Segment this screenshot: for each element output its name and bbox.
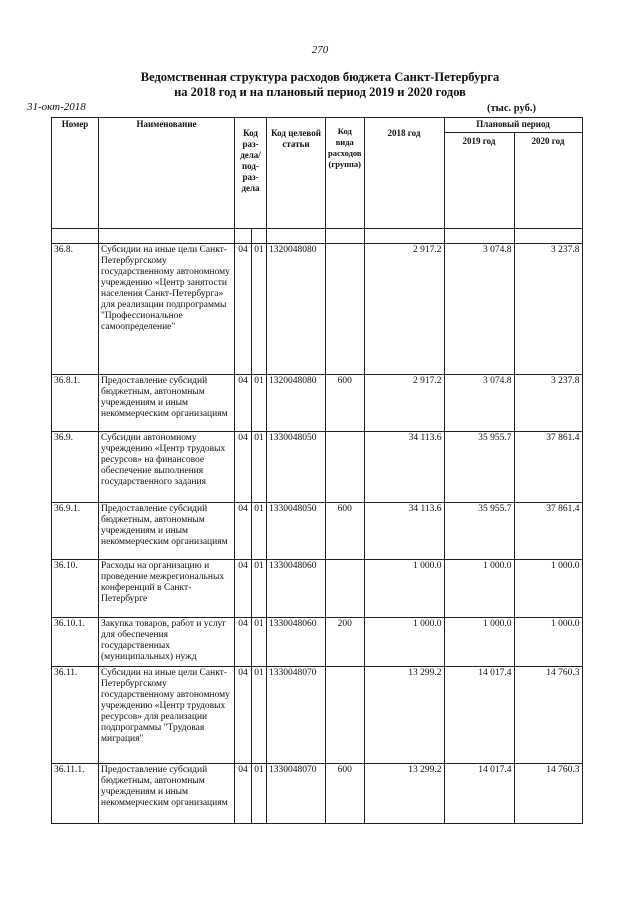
row-value-2020: 37 861.4 (514, 503, 582, 560)
budget-table (51, 117, 583, 824)
row-number: 36.10.1. (52, 618, 99, 667)
row-value-2019: 35 955.7 (444, 503, 514, 560)
row-subsection: 01 (252, 560, 267, 618)
header-section-code: Код раз-дела/ под-раз-дела (235, 118, 267, 229)
table-row (52, 244, 583, 375)
row-subsection: 01 (252, 375, 267, 432)
row-name: Субсидии на иные цели Санкт-Петербургскому государственному автономному учреждению «Центр занятости населения Санкт-Петербурга» для реализации подпрограммы "Профессиональное самоопределение" (99, 244, 235, 375)
row-number: 36.11.1. (52, 764, 99, 824)
row-target-code: 1330048060 (267, 618, 326, 667)
row-target-code: 1320048080 (267, 244, 326, 375)
header-2019: 2019 год (444, 133, 514, 229)
row-value-2019: 1 000.0 (444, 618, 514, 667)
row-subsection: 01 (252, 432, 267, 503)
row-expense-type (326, 667, 365, 764)
row-value-2020: 1 000.0 (514, 618, 582, 667)
row-value-2018: 13 299.2 (364, 667, 444, 764)
row-section: 04 (235, 244, 252, 375)
row-section: 04 (235, 667, 252, 764)
table-row (52, 618, 583, 667)
header-name: Наименование (99, 118, 235, 229)
header-expense-type: Код вида расходов (группа) (326, 118, 365, 229)
row-value-2018: 13 299.2 (364, 764, 444, 824)
row-name: Закупка товаров, работ и услуг для обеспечения государственных (муниципальных) нужд (99, 618, 235, 667)
row-number: 36.8.1. (52, 375, 99, 432)
row-value-2018: 2 917.2 (364, 244, 444, 375)
row-number: 36.9.1. (52, 503, 99, 560)
row-section: 04 (235, 432, 252, 503)
row-value-2018: 1 000.0 (364, 560, 444, 618)
row-expense-type (326, 432, 365, 503)
table-row (52, 375, 583, 432)
row-expense-type (326, 560, 365, 618)
row-value-2019: 14 017.4 (444, 667, 514, 764)
row-section: 04 (235, 503, 252, 560)
row-expense-type: 600 (326, 503, 365, 560)
row-value-2018: 2 917.2 (364, 375, 444, 432)
row-value-2019: 3 074.8 (444, 244, 514, 375)
title-line-2: на 2018 год и на плановый период 2019 и 2020 годов (174, 85, 466, 99)
row-name: Предоставление субсидий бюджетным, автономным учреждениям и иным некоммерческим организациям (99, 503, 235, 560)
row-target-code: 1330048050 (267, 432, 326, 503)
table-row (52, 560, 583, 618)
row-name: Предоставление субсидий бюджетным, автономным учреждениям и иным некоммерческим организациям (99, 375, 235, 432)
row-expense-type (326, 244, 365, 375)
row-number: 36.9. (52, 432, 99, 503)
header-number: Номер (52, 118, 99, 229)
document-date: 31-окт-2018 (27, 101, 86, 113)
row-value-2018: 1 000.0 (364, 618, 444, 667)
row-section: 04 (235, 618, 252, 667)
row-subsection: 01 (252, 764, 267, 824)
row-section: 04 (235, 375, 252, 432)
table-row (52, 503, 583, 560)
table-row (52, 764, 583, 824)
row-value-2018: 34 113.6 (364, 503, 444, 560)
row-section: 04 (235, 560, 252, 618)
row-subsection: 01 (252, 244, 267, 375)
table-row (52, 432, 583, 503)
row-value-2019: 35 955.7 (444, 432, 514, 503)
row-value-2020: 1 000.0 (514, 560, 582, 618)
row-value-2020: 37 861.4 (514, 432, 582, 503)
row-value-2020: 14 760.3 (514, 667, 582, 764)
header-planned-period: Плановый период (444, 118, 582, 133)
row-value-2020: 14 760.3 (514, 764, 582, 824)
row-value-2018: 34 113.6 (364, 432, 444, 503)
page-number: 270 (311, 44, 329, 56)
row-target-code: 1320048080 (267, 375, 326, 432)
row-value-2020: 3 237.8 (514, 375, 582, 432)
row-value-2019: 14 017.4 (444, 764, 514, 824)
units-label: (тыс. руб.) (487, 103, 536, 114)
row-name: Субсидии на иные цели Санкт-Петербургскому государственному автономному учреждению «Центр трудовых ресурсов» для реализации подпрограммы "Трудовая миграция" (99, 667, 235, 764)
document-title (0, 70, 640, 100)
row-value-2019: 1 000.0 (444, 560, 514, 618)
header-2018: 2018 год (364, 118, 444, 229)
row-target-code: 1330048060 (267, 560, 326, 618)
row-name: Предоставление субсидий бюджетным, автономным учреждениям и иным некоммерческим организациям (99, 764, 235, 824)
row-name: Расходы на организацию и проведение межрегиональных конференций в Санкт-Петербурге (99, 560, 235, 618)
row-number: 36.11. (52, 667, 99, 764)
header-row (52, 118, 583, 133)
row-target-code: 1330048070 (267, 764, 326, 824)
row-number: 36.10. (52, 560, 99, 618)
row-value-2020: 3 237.8 (514, 244, 582, 375)
row-number: 36.8. (52, 244, 99, 375)
header-target-code: Код целевой статьи (267, 118, 326, 229)
title-line-1: Ведомственная структура расходов бюджета Санкт-Петербурга (140, 70, 500, 84)
row-expense-type: 600 (326, 764, 365, 824)
row-section: 04 (235, 764, 252, 824)
row-value-2019: 3 074.8 (444, 375, 514, 432)
spacer-row (52, 229, 583, 244)
header-2020: 2020 год (514, 133, 582, 229)
row-subsection: 01 (252, 618, 267, 667)
table-row (52, 667, 583, 764)
row-expense-type: 200 (326, 618, 365, 667)
row-target-code: 1330048070 (267, 667, 326, 764)
row-expense-type: 600 (326, 375, 365, 432)
row-target-code: 1330048050 (267, 503, 326, 560)
row-subsection: 01 (252, 667, 267, 764)
row-name: Субсидии автономному учреждению «Центр трудовых ресурсов» на финансовое обеспечение выполнения государственного задания (99, 432, 235, 503)
row-subsection: 01 (252, 503, 267, 560)
